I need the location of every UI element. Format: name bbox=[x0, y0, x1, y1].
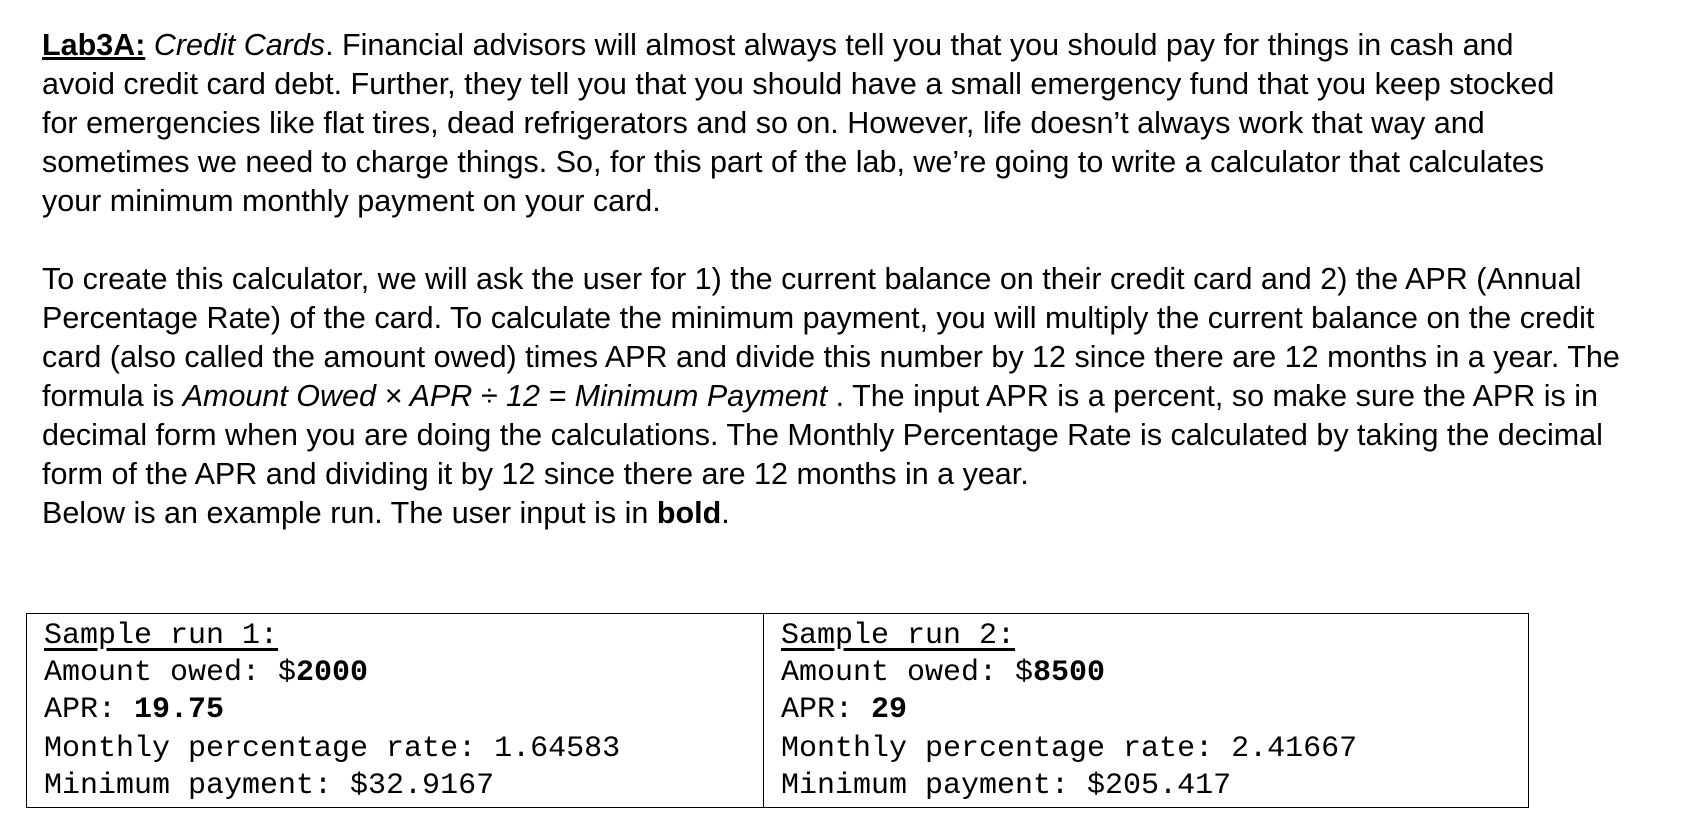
sample-runs-table bbox=[26, 613, 1529, 808]
monthly-rate-line: Monthly percentage rate: 2.41667 bbox=[781, 732, 1358, 766]
intro-paragraph bbox=[42, 26, 1572, 221]
example-intro-bold: bold bbox=[656, 496, 722, 530]
lab-label-separator bbox=[145, 28, 153, 62]
amount-owed-line bbox=[781, 655, 1518, 692]
apr-input: 19.75 bbox=[134, 693, 225, 727]
sample-run-title: Sample run 2: bbox=[781, 619, 1016, 653]
amount-owed-input: 8500 bbox=[1033, 656, 1106, 690]
amount-owed-label: Amount owed: $ bbox=[44, 656, 297, 690]
sample-run-title: Sample run 1: bbox=[44, 619, 279, 653]
apr-label: APR: bbox=[44, 693, 135, 727]
minimum-payment-line: Minimum payment: $32.9167 bbox=[44, 769, 495, 803]
apr-input: 29 bbox=[871, 693, 908, 727]
minimum-payment-line: Minimum payment: $205.417 bbox=[781, 769, 1232, 803]
lab-title: Credit Cards bbox=[153, 28, 326, 62]
instructions-text-2: . The input APR is a percent, so make sure the APR is in decimal form when you are doing the calculations. The Monthly Percentage Rate is calculated by taking the decimal form of the APR and dividing it by 12 since there are 12 months in a year. bbox=[42, 379, 1603, 491]
sample-runs-row bbox=[27, 614, 1529, 808]
instructions-text-1: To create this calculator, we will ask the user for 1) the current balance on their credit card and 2) the APR (Annual Percentage Rate) of the card. To calculate the minimum payment, you will multiply the current balance on the credit card (also called the amount owed) times APR and divide this number by 12 since there are 12 months in a year. The formula is bbox=[42, 262, 1620, 413]
instructions-paragraph bbox=[42, 260, 1657, 494]
example-intro-text: Below is an example run. The user input is in bbox=[42, 496, 657, 530]
intro-text: . Financial advisors will almost always tell you that you should pay for things in cash and avoid credit card debt. Further, they tell you that you should have a small emergency fund that you keep stocked for emergencies like flat tires, dead refrigerators and so on. However, life doesn’t always work that way and sometimes we need to charge things. So, for this part of the lab, we’re going to write a calculator that calculates your minimum monthly payment on your card. bbox=[42, 28, 1555, 218]
example-intro-paragraph bbox=[42, 494, 1662, 533]
apr-label: APR: bbox=[781, 693, 872, 727]
sample-run-2 bbox=[764, 614, 1529, 808]
amount-owed-input: 2000 bbox=[296, 656, 369, 690]
example-intro-end: . bbox=[721, 496, 730, 530]
monthly-rate-line: Monthly percentage rate: 1.64583 bbox=[44, 732, 621, 766]
sample-run-1 bbox=[27, 614, 764, 808]
lab-label: Lab3A: bbox=[42, 28, 146, 62]
amount-owed-label: Amount owed: $ bbox=[781, 656, 1034, 690]
apr-line bbox=[44, 692, 753, 729]
apr-line bbox=[781, 692, 1518, 729]
amount-owed-line bbox=[44, 655, 753, 692]
payment-formula: Amount Owed × APR ÷ 12 = Minimum Payment bbox=[182, 379, 828, 413]
document-body bbox=[42, 26, 1662, 533]
